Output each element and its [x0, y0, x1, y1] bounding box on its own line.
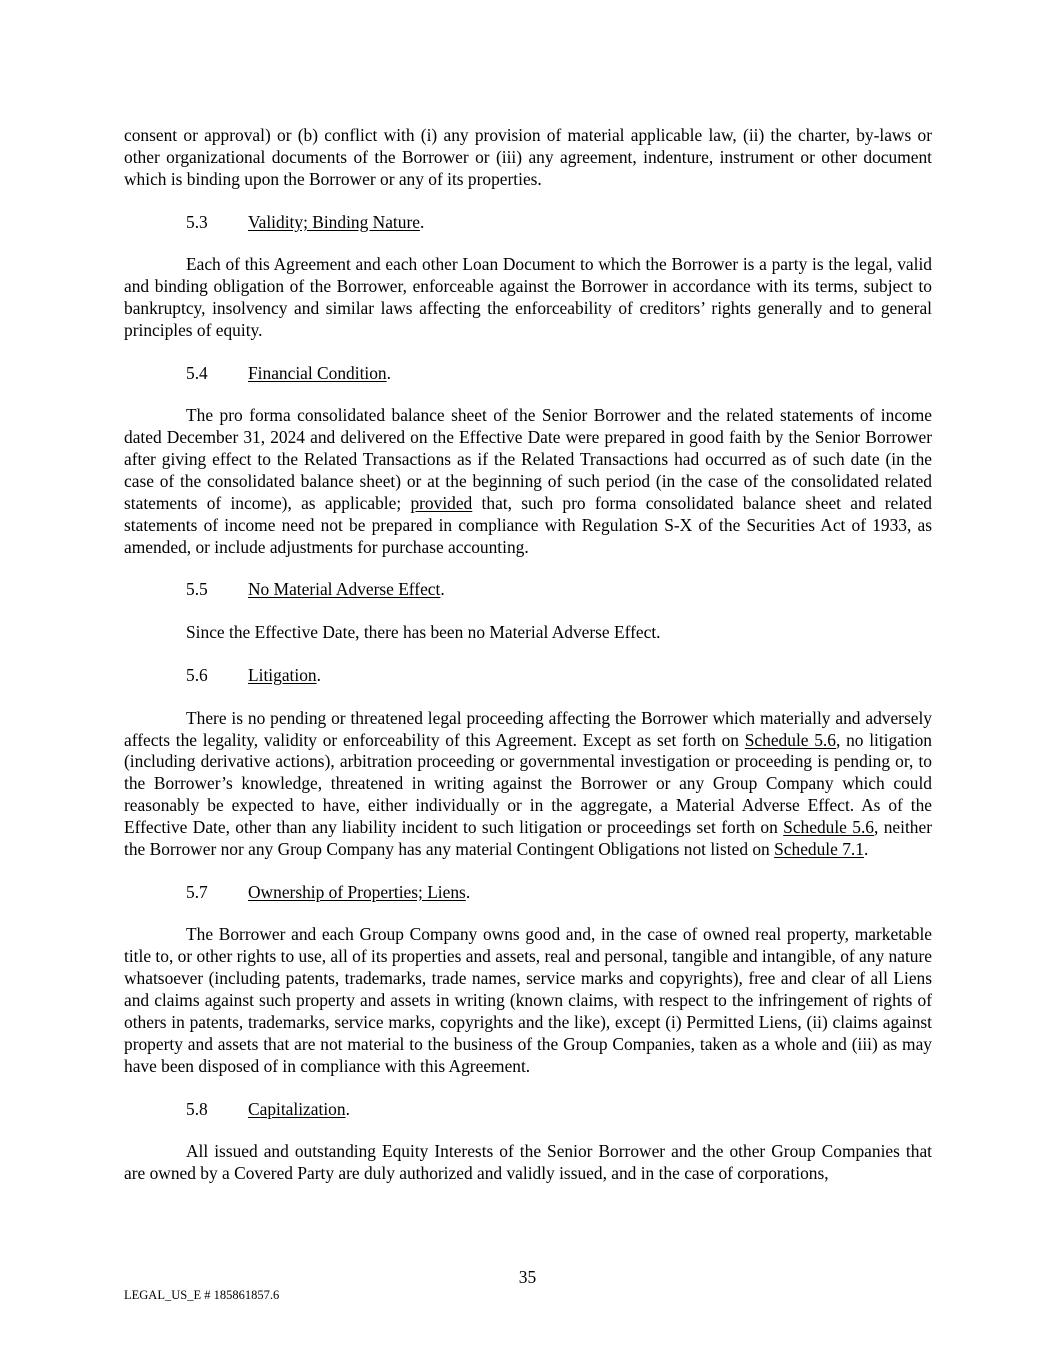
section-title: Financial Condition [248, 362, 387, 383]
section-number: 5.3 [186, 211, 208, 232]
schedule-reference: Schedule 5.6 [783, 817, 875, 838]
section-5-8-body: All issued and outstanding Equity Interests of the Senior Borrower and the other Group Companies that are owned by a Covered Party are duly authorized and validly issued, and in the case of corporations, [124, 1141, 932, 1184]
section-5-5-heading: 5.5 No Material Adverse Effect. [186, 579, 445, 600]
section-number: 5.5 [186, 579, 208, 600]
page-number: 35 [518, 1267, 537, 1287]
section-5-5-body: Since the Effective Date, there has been no Material Adverse Effect. [186, 622, 661, 643]
section-5-3-heading: 5.3 Validity; Binding Nature. [186, 211, 425, 232]
section-title: Litigation [248, 664, 317, 685]
document-page [124, 125, 932, 1206]
section-number: 5.8 [186, 1098, 208, 1119]
section-5-7-heading: 5.7 Ownership of Properties; Liens. [186, 881, 471, 902]
document-id: LEGAL_US_E # 185861857.6 [124, 1288, 280, 1302]
section-number: 5.6 [186, 664, 208, 685]
section-5-8-heading: 5.8 Capitalization. [186, 1098, 350, 1119]
section-5-7-body: The Borrower and each Group Company owns good and, in the case of owned real property, marketable title to, or other rights to use, all of its properties and assets, real and personal, tangible and intangible, of any nature whatsoever (including patents, trademarks, trade names, service marks and copyrights), free and clear of all Liens and claims against such property and assets in writing (known claims, with respect to the infringement of rights of others in patents, trademarks, service marks, copyrights and the like), except (i) Permitted Liens, (ii) claims against property and assets that are not material to the business of the Group Companies, taken as a whole and (iii) as may have been disposed of in compliance with this Agreement. [124, 924, 932, 1076]
intro-paragraph: consent or approval) or (b) conflict with (i) any provision of material applicable law, (ii) the charter, by-laws or other organizational documents of the Borrower or (iii) any agreement, indenture, instrument or other document which is binding upon the Borrower or any of its properties. [124, 125, 932, 189]
provided-term: provided [410, 492, 473, 513]
section-title: No Material Adverse Effect [248, 579, 441, 600]
section-5-6-body: There is no pending or threatened legal proceeding affecting the Borrower which materially and adversely affects the legality, validity or enforceability of this Agreement. Except as set forth on Schedule 5.6, no litigation (including derivative actions), arbitration proceeding or governmental investigation or proceeding is pending or, to the Borrower’s knowledge, threatened in writing against the Borrower or any Group Company which could reasonably be expected to have, either individually or in the aggregate, a Material Adverse Effect. As of the Effective Date, other than any liability incident to such litigation or proceedings set forth on Schedule 5.6, neither the Borrower nor any Group Company has any material Contingent Obligations not listed on Schedule 7.1. [124, 707, 933, 860]
section-number: 5.7 [186, 881, 208, 902]
schedule-reference: Schedule 7.1 [774, 839, 864, 860]
section-5-4-heading: 5.4 Financial Condition. [186, 362, 391, 383]
section-5-3-body: Each of this Agreement and each other Loan Document to which the Borrower is a party is the legal, valid and binding obligation of the Borrower, enforceable against the Borrower in accordance with its terms, subject to bankruptcy, insolvency and similar laws affecting the enforceability of creditors’ rights generally and to general principles of equity. [124, 254, 932, 340]
schedule-reference: Schedule 5.6 [744, 729, 836, 750]
section-number: 5.4 [186, 362, 208, 383]
section-title: Validity; Binding Nature [248, 211, 420, 232]
section-title: Capitalization [248, 1098, 346, 1119]
section-title: Ownership of Properties; Liens [248, 881, 466, 902]
section-5-6-heading: 5.6 Litigation. [186, 664, 321, 685]
section-5-4-body: The pro forma consolidated balance sheet of the Senior Borrower and the related statements of income dated December 31, 2024 and delivered on the Effective Date were prepared in good faith by the Senior Borrower after giving effect to the Related Transactions as if the Related Transactions had occurred as of such date (in the case of the consolidated balance sheet) or at the beginning of such period (in the case of the consolidated related statements of income), as applicable; provided that, such pro forma consolidated balance sheet and related statements of income need not be prepared in compliance with Regulation S-X of the Securities Act of 1933, as amended, or include adjustments for purchase accounting. [124, 405, 933, 557]
